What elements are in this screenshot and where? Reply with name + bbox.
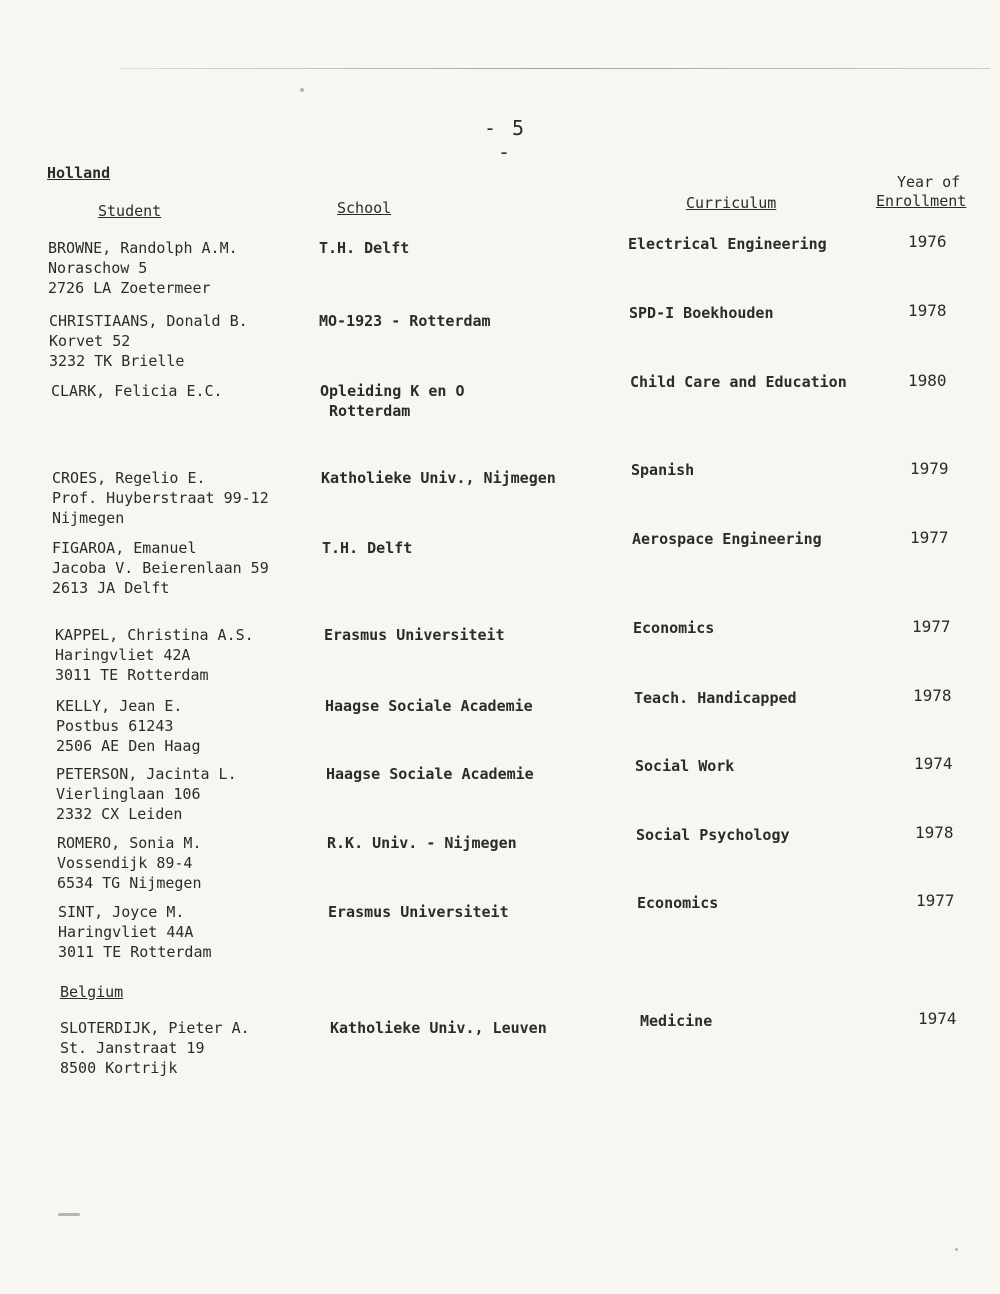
school-name: Erasmus Universiteit <box>328 903 509 921</box>
enrollment-year: 1978 <box>913 686 952 705</box>
region-heading-holland: Holland <box>47 164 111 182</box>
column-header-year-line1: Year of <box>897 173 961 191</box>
student-address-line: Vierlinglaan 106 <box>56 785 201 803</box>
student-address-line: 2506 AE Den Haag <box>56 737 201 755</box>
student-address-line: St. Janstraat 19 <box>60 1039 205 1057</box>
curriculum: Economics <box>633 619 715 637</box>
school-name: R.K. Univ. - Nijmegen <box>327 834 517 852</box>
student-address-line: 3232 TK Brielle <box>49 352 185 370</box>
student-address-line: 3011 TE Rotterdam <box>55 666 209 684</box>
enrollment-year: 1977 <box>912 617 951 636</box>
curriculum: Electrical Engineering <box>628 235 827 253</box>
curriculum: Medicine <box>640 1012 713 1030</box>
enrollment-year: 1979 <box>910 459 949 478</box>
column-header-school: School <box>337 199 392 217</box>
school-name: Katholieke Univ., Nijmegen <box>321 469 556 487</box>
student-address-line: Korvet 52 <box>49 332 131 350</box>
column-header-curriculum: Curriculum <box>686 194 777 212</box>
enrollment-year: 1977 <box>910 528 949 547</box>
school-name: Erasmus Universiteit <box>324 626 505 644</box>
student-name: CHRISTIAANS, Donald B. <box>49 312 248 330</box>
scan-artifact-line <box>120 68 990 69</box>
student-address-line: 2613 JA Delft <box>52 579 170 597</box>
school-name: Katholieke Univ., Leuven <box>330 1019 547 1037</box>
student-name: FIGAROA, Emanuel <box>52 539 197 557</box>
school-name: Rotterdam <box>320 402 411 420</box>
student-address-line: 2726 LA Zoetermeer <box>48 279 211 297</box>
school-name: Haagse Sociale Academie <box>326 765 534 783</box>
enrollment-year: 1978 <box>908 301 947 320</box>
scan-speck <box>955 1248 958 1251</box>
enrollment-year: 1976 <box>908 232 947 251</box>
school-name: MO-1923 - Rotterdam <box>319 312 491 330</box>
student-name: SINT, Joyce M. <box>58 903 185 921</box>
student-address-line: Nijmegen <box>52 509 125 527</box>
student-address-line: 6534 TG Nijmegen <box>57 874 202 892</box>
enrollment-year: 1977 <box>916 891 955 910</box>
column-header-year-line2: Enrollment <box>876 192 967 210</box>
school-name: Haagse Sociale Academie <box>325 697 533 715</box>
enrollment-year: 1978 <box>915 823 954 842</box>
curriculum: Teach. Handicapped <box>634 689 797 707</box>
student-name: KELLY, Jean E. <box>56 697 183 715</box>
student-address-line: Postbus 61243 <box>56 717 174 735</box>
enrollment-year: 1974 <box>918 1009 957 1028</box>
student-name: CROES, Regelio E. <box>52 469 206 487</box>
student-name: ROMERO, Sonia M. <box>57 834 202 852</box>
student-name: KAPPEL, Christina A.S. <box>55 626 254 644</box>
curriculum: Social Work <box>635 757 735 775</box>
student-name: PETERSON, Jacinta L. <box>56 765 237 783</box>
school-name: Opleiding K en O <box>320 382 465 400</box>
student-address-line: 2332 CX Leiden <box>56 805 183 823</box>
student-address-line: Haringvliet 44A <box>58 923 194 941</box>
school-name: T.H. Delft <box>322 539 413 557</box>
student-address-line: 3011 TE Rotterdam <box>58 943 212 961</box>
curriculum: Aerospace Engineering <box>632 530 822 548</box>
student-name: SLOTERDIJK, Pieter A. <box>60 1019 250 1037</box>
scan-speck <box>58 1213 80 1216</box>
school-name: T.H. Delft <box>319 239 410 257</box>
scan-speck <box>300 88 304 92</box>
region-heading-belgium: Belgium <box>60 983 124 1001</box>
student-address-line: Jacoba V. Beierenlaan 59 <box>52 559 269 577</box>
curriculum: Economics <box>637 894 719 912</box>
column-header-student: Student <box>98 202 162 220</box>
curriculum: Spanish <box>631 461 695 479</box>
enrollment-year: 1974 <box>914 754 953 773</box>
student-address-line: Haringvliet 42A <box>55 646 191 664</box>
student-address-line: 8500 Kortrijk <box>60 1059 178 1077</box>
student-name: CLARK, Felicia E.C. <box>51 382 223 400</box>
student-address-line: Vossendijk 89-4 <box>57 854 193 872</box>
curriculum: SPD-I Boekhouden <box>629 304 774 322</box>
page-number: - 5 - <box>483 116 527 164</box>
student-address-line: Prof. Huyberstraat 99-12 <box>52 489 269 507</box>
enrollment-year: 1980 <box>908 371 947 390</box>
curriculum: Child Care and Education <box>630 373 847 391</box>
student-name: BROWNE, Randolph A.M. <box>48 239 238 257</box>
curriculum: Social Psychology <box>636 826 790 844</box>
student-address-line: Noraschow 5 <box>48 259 148 277</box>
